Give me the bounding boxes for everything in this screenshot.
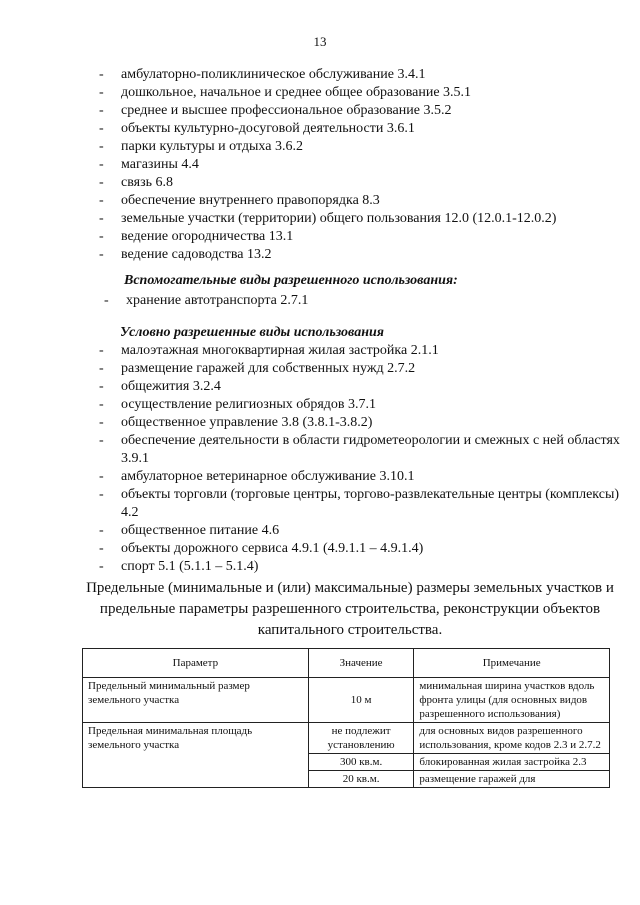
header-parameter: Параметр	[83, 649, 309, 678]
table-cell-value: 10 м	[308, 678, 414, 723]
header-value: Значение	[308, 649, 414, 678]
list-item: - амбулаторно-поликлиническое обслуживание 3.4.1	[99, 67, 426, 82]
list-item: - общежития 3.2.4	[99, 379, 221, 394]
table-row	[83, 723, 610, 754]
header-note: Примечание	[414, 649, 610, 678]
table-cell-value: не подлежит установлению	[308, 723, 414, 754]
list-item: - объекты дорожного сервиса 4.9.1 (4.9.1.1 – 4.9.1.4)	[99, 541, 424, 556]
list-item: - амбулаторное ветеринарное обслуживание 3.10.1	[99, 469, 415, 484]
table-cell-note: для основных видов разрешенного использования, кроме кодов 2.3 и 2.7.2	[414, 723, 610, 754]
main-uses-list	[95, 66, 556, 264]
list-item: - хранение автотранспорта 2.7.1	[104, 293, 309, 308]
aux-uses-heading: Вспомогательные виды разрешенного использования:	[124, 273, 458, 288]
table-cell-param: Предельная минимальная площадь земельного участка	[83, 723, 309, 788]
table-cell-note: размещение гаражей для	[414, 771, 610, 788]
table-row	[83, 678, 610, 723]
list-item: - ведение садоводства 13.2	[99, 247, 272, 262]
list-item: - объекты культурно-досуговой деятельности 3.6.1	[99, 121, 415, 136]
list-item: - объекты торговли (торговые центры, торгово-развлекательные центры (комплексы) 4.2	[99, 487, 620, 520]
aux-uses-list	[100, 292, 308, 310]
table-cell-value: 20 кв.м.	[308, 771, 414, 788]
list-item: - малоэтажная многоквартирная жилая застройка 2.1.1	[99, 343, 439, 358]
list-item: - магазины 4.4	[99, 157, 199, 172]
list-item: - общественное питание 4.6	[99, 523, 280, 538]
conditional-uses-list	[95, 342, 621, 576]
table-cell-param: Предельный минимальный размер земельного участка	[83, 678, 309, 723]
list-item: - дошкольное, начальное и среднее общее образование 3.5.1	[99, 85, 472, 100]
page-number: 13	[313, 34, 327, 49]
list-item: - связь 6.8	[99, 175, 173, 190]
list-item: - обеспечение деятельности в области гидрометеорологии и смежных с ней областях 3.9.1	[99, 433, 620, 466]
list-item: - спорт 5.1 (5.1.1 – 5.1.4)	[99, 559, 259, 574]
table-header-row	[83, 649, 610, 678]
list-item: - осуществление религиозных обрядов 3.7.1	[99, 397, 377, 412]
table-cell-note: минимальная ширина участков вдоль фронта улицы (для основных видов разрешенного использования)	[414, 678, 610, 723]
conditional-uses-heading: Условно разрешенные виды использования	[120, 325, 384, 340]
list-item: - земельные участки (территории) общего пользования 12.0 (12.0.1-12.0.2)	[99, 211, 557, 226]
limits-paragraph: Предельные (минимальные и (или) максимальные) размеры земельных участков и предельные параметры разрешенного строительства, реконструкции объектов капитального строительства.	[86, 580, 614, 638]
list-item: - ведение огородничества 13.1	[99, 229, 294, 244]
list-item: - размещение гаражей для собственных нужд 2.7.2	[99, 361, 416, 376]
list-item: - парки культуры и отдыха 3.6.2	[99, 139, 303, 154]
list-item: - среднее и высшее профессиональное образование 3.5.2	[99, 103, 452, 118]
table-cell-note: блокированная жилая застройка 2.3	[414, 754, 610, 771]
parameters-table	[82, 648, 610, 788]
list-item: - обеспечение внутреннего правопорядка 8.3	[99, 193, 380, 208]
list-item: - общественное управление 3.8 (3.8.1-3.8.2)	[99, 415, 373, 430]
table-cell-value: 300 кв.м.	[308, 754, 414, 771]
